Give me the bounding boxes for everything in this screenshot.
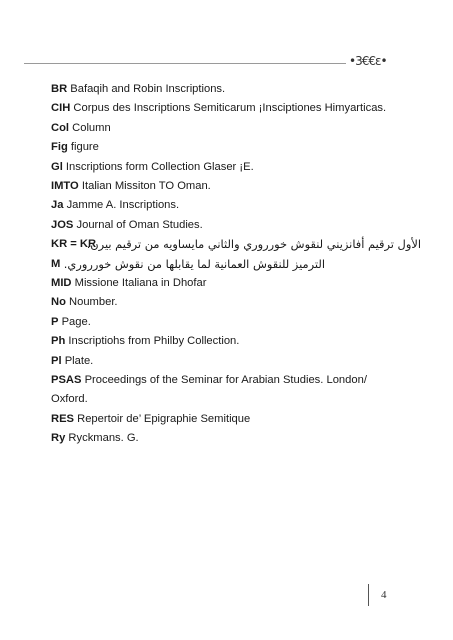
abbreviation-entry [51,410,421,429]
abbreviation-entry [51,177,421,196]
abbreviation-entry [51,313,421,332]
abbreviation-definition: Inscriptions form Collection Glaser ¡E. [65,160,254,173]
abbreviation-definition: Corpus des Inscriptions Semiticarum ¡Insciptiones Himyarticas. [73,102,387,115]
abbreviation-definition: Repertoir de’ Epigraphie Semitique [77,412,251,425]
abbreviation-definition: Jamme A. Inscriptions. [66,199,180,212]
abbreviation-term: RES [51,412,75,425]
abbreviation-term: JOS [51,218,74,231]
abbreviation-entry [51,332,421,351]
abbreviation-term: CIH [51,102,71,115]
page-number: 4 [381,589,387,601]
abbreviation-term: KR = KR [51,238,97,251]
abbreviation-entry [51,99,421,118]
abbreviation-term: Fig [51,141,68,154]
abbreviation-term: Ph [51,335,66,348]
abbreviation-entry [51,119,421,138]
abbreviation-definition: Proceedings of the Seminar for Arabian Studies. London/ Oxford. [51,374,367,406]
abbreviation-entry [51,196,421,215]
abbreviation-term: Ry [51,432,66,445]
abbreviation-entry [51,274,421,293]
abbreviation-entry [51,138,421,157]
abbreviation-term: BR [51,83,68,95]
abbreviation-entry [51,352,421,371]
abbreviation-entry [51,235,421,254]
abbreviation-entry [51,158,421,177]
header-ornament-icon: •3€€ε• [349,54,387,68]
abbreviation-entry [51,293,421,312]
abbreviation-entry [51,371,396,410]
abbreviation-entry [51,429,421,448]
abbreviation-definition: figure [70,141,99,154]
abbreviation-term: Gl [51,160,63,173]
abbreviation-term: MID [51,277,72,290]
abbreviation-term: Col [51,121,70,134]
abbreviation-entry [51,216,421,235]
abbreviation-definition: Ryckmans. G. [68,432,139,445]
abbreviation-term: Ja [51,199,64,212]
abbreviation-term: No [51,296,66,309]
abbreviation-definition-arabic: الأول ترقيم أفانزيني لنقوش خورروري والثاني مايساويه من ترقيم بيرن. [86,237,421,252]
abbreviation-definition: Inscriptiohs from Philby Collection. [68,335,240,348]
abbreviation-definition: Italian Missiton TO Oman. [81,180,211,193]
abbreviation-definition: Plate. [64,354,94,367]
abbreviation-definition: Bafaqih and Robin Inscriptions. [70,83,226,95]
footer-rule [368,584,369,606]
abbreviation-definition-arabic: الترميز للنقوش العمانية لما يقابلها من نقوش خورروري. [63,256,325,271]
abbreviation-term: Pl [51,354,62,367]
abbreviation-definition: Missione Italiana in Dhofar [74,277,207,290]
header-rule [24,63,346,64]
abbreviation-term: P [51,315,59,328]
abbreviation-definition: Journal of Oman Studies. [76,218,203,231]
abbreviation-term: PSAS [51,374,82,387]
abbreviation-entry [51,80,421,99]
abbreviation-definition: Noumber. [69,296,118,309]
abbreviation-term: IMTO [51,180,79,193]
abbreviation-entry [51,255,421,274]
abbreviation-definition: Column [72,121,111,134]
abbreviation-term: M [51,257,61,270]
abbreviation-definition: Page. [61,315,91,328]
abbreviation-list [51,80,421,449]
